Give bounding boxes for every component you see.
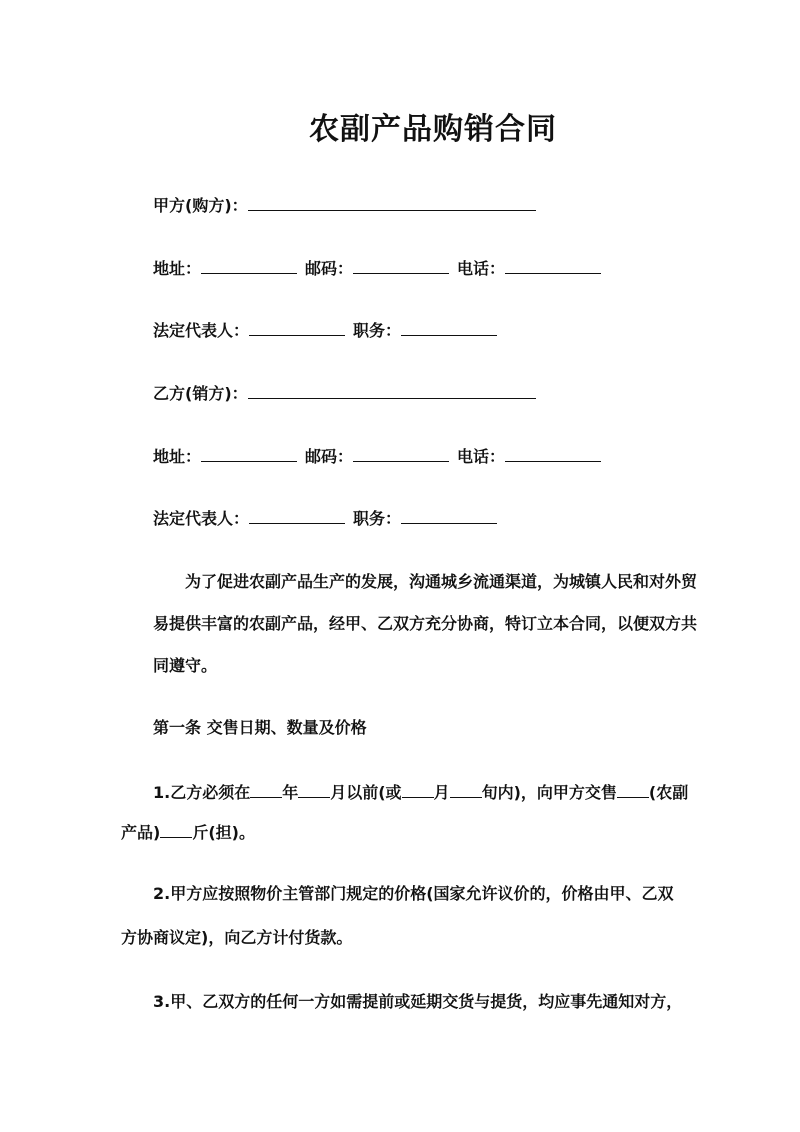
preamble-line-1: 为了促进农副产品生产的发展，沟通城乡流通渠道，为城镇人民和对外贸 [185,572,698,591]
party-b-phone-blank[interactable] [505,444,601,462]
party-b-name-blank[interactable] [248,381,536,399]
party-b-rep-label: 法定代表人： [153,509,250,528]
item-1-text-a: 1.乙方必须在 [153,783,251,802]
item-1-text-c: 月以前(或 [330,783,402,802]
party-a-address-blank[interactable] [201,256,297,274]
party-b-address-label: 地址： [153,447,202,466]
party-b-address-blank[interactable] [201,444,297,462]
party-a-position-blank[interactable] [401,318,497,336]
preamble-line-3: 同遵守。 [153,656,218,675]
item-1-text-h: 斤(担)。 [192,823,255,842]
item-1-line-1 [153,780,688,805]
item-1-period-blank[interactable] [450,780,482,798]
article-1-heading: 第一条 交售日期、数量及价格 [153,718,367,737]
party-b-rep-blank[interactable] [249,506,345,524]
party-a-address-label: 地址： [153,259,202,278]
party-a-position-label: 职务： [353,321,402,340]
item-1-alt-month-blank[interactable] [402,780,434,798]
party-a-line [153,193,536,218]
party-a-rep-blank[interactable] [249,318,345,336]
item-1-product-blank[interactable] [617,780,649,798]
party-a-label: 甲方(购方)： [153,196,248,215]
item-1-text-f: (农副 [648,783,689,802]
party-b-phone-label: 电话： [457,447,506,466]
item-1-text-d: 月 [433,783,450,802]
item-1-text-g: 产品) [121,823,161,842]
party-a-rep-label: 法定代表人： [153,321,250,340]
party-b-postcode-blank[interactable] [353,444,449,462]
party-a-rep-line [153,318,497,343]
party-a-postcode-label: 邮码： [305,259,354,278]
item-1-year-blank[interactable] [250,780,282,798]
party-b-position-blank[interactable] [401,506,497,524]
party-a-phone-blank[interactable] [505,256,601,274]
item-1-quantity-blank[interactable] [160,820,192,838]
item-1-text-e: 旬内)，向甲方交售 [481,783,617,802]
party-a-phone-label: 电话： [457,259,506,278]
party-b-position-label: 职务： [353,509,402,528]
document-title: 农副产品购销合同 [309,112,557,147]
item-2-line-1: 2.甲方应按照物价主管部门规定的价格(国家允许议价的，价格由甲、乙双 [153,884,674,903]
item-1-line-2 [121,820,255,845]
item-1-text-b: 年 [282,783,299,802]
item-3-line-1: 3.甲、乙双方的任何一方如需提前或延期交货与提货，均应事先通知对方， [153,992,683,1011]
item-1-month-blank[interactable] [298,780,330,798]
party-b-rep-line [153,506,497,531]
party-b-label: 乙方(销方)： [153,384,248,403]
party-a-contact-line [153,256,601,281]
party-b-contact-line [153,444,601,469]
party-b-postcode-label: 邮码： [305,447,354,466]
item-2-line-2: 方协商议定)，向乙方计付货款。 [121,928,353,947]
party-b-line [153,381,536,406]
party-a-postcode-blank[interactable] [353,256,449,274]
party-a-name-blank[interactable] [248,193,536,211]
preamble-line-2: 易提供丰富的农副产品，经甲、乙双方充分协商，特订立本合同，以便双方共 [153,614,698,633]
